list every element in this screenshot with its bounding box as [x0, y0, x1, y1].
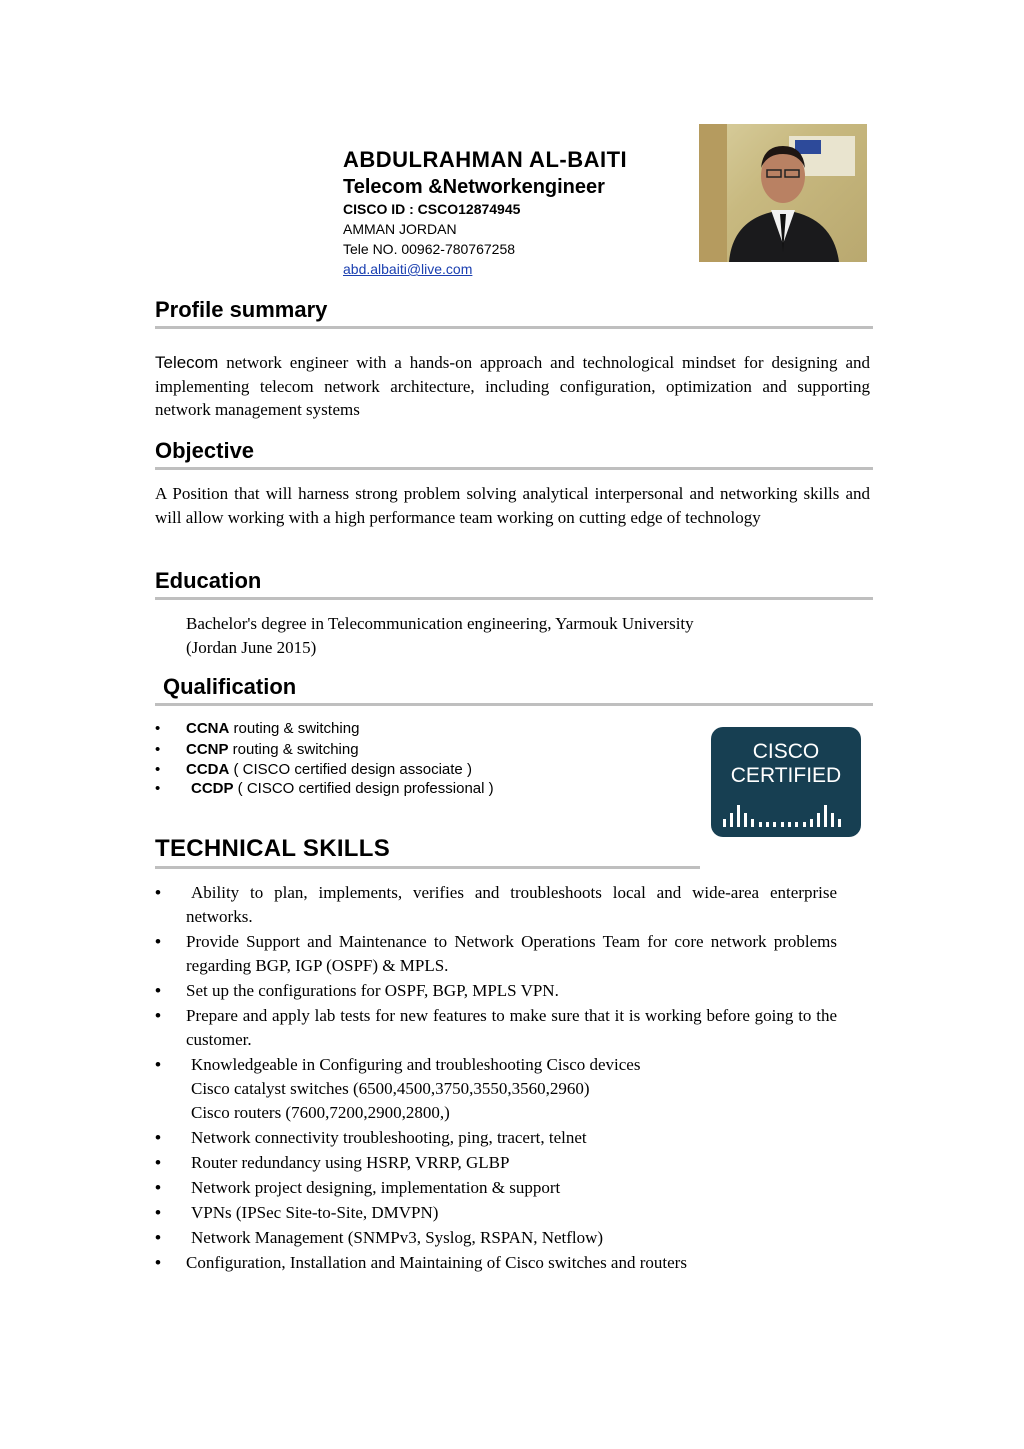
profile-summary-text — [155, 351, 870, 422]
list-item — [155, 979, 837, 1003]
badge-line-1: CISCO — [752, 740, 820, 763]
skill-text: • Network project designing, implementation & support — [191, 1178, 561, 1197]
list-item — [155, 739, 715, 760]
cert-code: CCDP — [191, 780, 234, 797]
education-date: (Jordan June 2015) — [186, 637, 317, 657]
section-divider — [155, 467, 873, 470]
skill-text: Provide Support and Maintenance to Network Operations Team for core network problems regarding BGP, IGP (OSPF) & MPLS. — [186, 932, 837, 975]
profile-summary-lead: Telecom — [155, 353, 219, 372]
section-title-objective: Objective — [155, 438, 255, 463]
profile-photo — [699, 124, 867, 262]
profile-summary-body: network engineer with a hands-on approach and technological mindset for designing and implementing telecom network architecture, including configuration, optimization and supporting network management systems — [155, 353, 870, 419]
section-title-qualification: Qualification — [163, 674, 297, 699]
section-divider — [155, 703, 873, 706]
badge-line-2: CERTIFIED — [730, 764, 842, 787]
list-item — [155, 1126, 837, 1150]
location: AMMAN JORDAN — [343, 221, 457, 237]
cert-code: CCNA — [186, 720, 230, 737]
cert-desc: routing & switching — [229, 720, 360, 737]
technical-skills-list — [155, 881, 837, 1276]
section-title-technical-skills: TECHNICAL SKILLS — [155, 835, 391, 862]
cisco-logo-icon — [711, 727, 861, 837]
skill-text: • Network Management (SNMPv3, Syslog, RSPAN, Netflow) — [191, 1228, 604, 1247]
contact-header — [343, 146, 688, 279]
cisco-certified-badge — [711, 727, 861, 837]
education-degree: Bachelor's degree in Telecommunication engineering, Yarmouk University — [186, 614, 694, 633]
list-item — [155, 1251, 837, 1275]
list-item — [155, 1151, 837, 1175]
section-title-profile: Profile summary — [155, 297, 328, 322]
candidate-role: Telecom &Networkengineer — [343, 176, 605, 198]
cert-desc: routing & switching — [228, 741, 359, 758]
objective-text: A Position that will harness strong problem solving analytical interpersonal and networking skills and will allow working with a high performance team working on cutting edge of technology — [155, 484, 870, 527]
skill-sub-routers: Cisco routers (7600,7200,2900,2800,) — [191, 1103, 450, 1122]
list-item — [155, 881, 837, 929]
person-portrait-icon — [699, 124, 867, 262]
cisco-id: CISCO ID : CSCO12874945 — [343, 201, 521, 217]
section-divider — [155, 597, 873, 600]
cert-desc: ( CISCO certified design associate ) — [229, 761, 472, 778]
list-item — [155, 930, 837, 978]
skill-text: • Network connectivity troubleshooting, ping, tracert, telnet — [191, 1128, 587, 1147]
cert-desc: ( CISCO certified design professional ) — [233, 780, 494, 797]
skill-text: • Router redundancy using HSRP, VRRP, GLBP — [191, 1153, 510, 1172]
list-item — [155, 1201, 837, 1225]
list-item — [155, 780, 715, 798]
cert-code: CCDA — [186, 761, 230, 778]
skill-text: Configuration, Installation and Maintaining of Cisco switches and routers — [186, 1253, 687, 1272]
qualification-list — [155, 718, 715, 798]
section-divider — [155, 326, 873, 329]
education-entry — [186, 612, 846, 659]
list-item — [155, 1176, 837, 1200]
list-item — [155, 718, 715, 739]
skill-text: • VPNs (IPSec Site-to-Site, DMVPN) — [191, 1203, 439, 1222]
list-item — [155, 760, 715, 780]
cert-code: CCNP — [186, 741, 229, 758]
phone-number: Tele NO. 00962-780767258 — [343, 241, 516, 257]
list-item — [155, 1004, 837, 1052]
skill-sub-switches: Cisco catalyst switches (6500,4500,3750,3550,3560,2960) — [191, 1079, 590, 1098]
skill-text: Set up the configurations for OSPF, BGP, MPLS VPN. — [186, 981, 559, 1000]
list-item — [155, 1226, 837, 1250]
skill-text: Ability to plan, implements, verifies and troubleshoots local and wide-area enterprise networks. — [186, 883, 837, 926]
skill-text: • Knowledgeable in Configuring and troubleshooting Cisco devices — [191, 1055, 641, 1074]
list-item — [155, 1053, 837, 1125]
email-link[interactable]: abd.albaiti@live.com — [343, 261, 473, 277]
skill-text: Prepare and apply lab tests for new features to make sure that it is working before going to the customer. — [186, 1006, 837, 1049]
candidate-name: ABDULRAHMAN AL-BAITI — [343, 147, 628, 172]
section-title-education: Education — [155, 568, 262, 593]
section-divider — [155, 866, 700, 869]
